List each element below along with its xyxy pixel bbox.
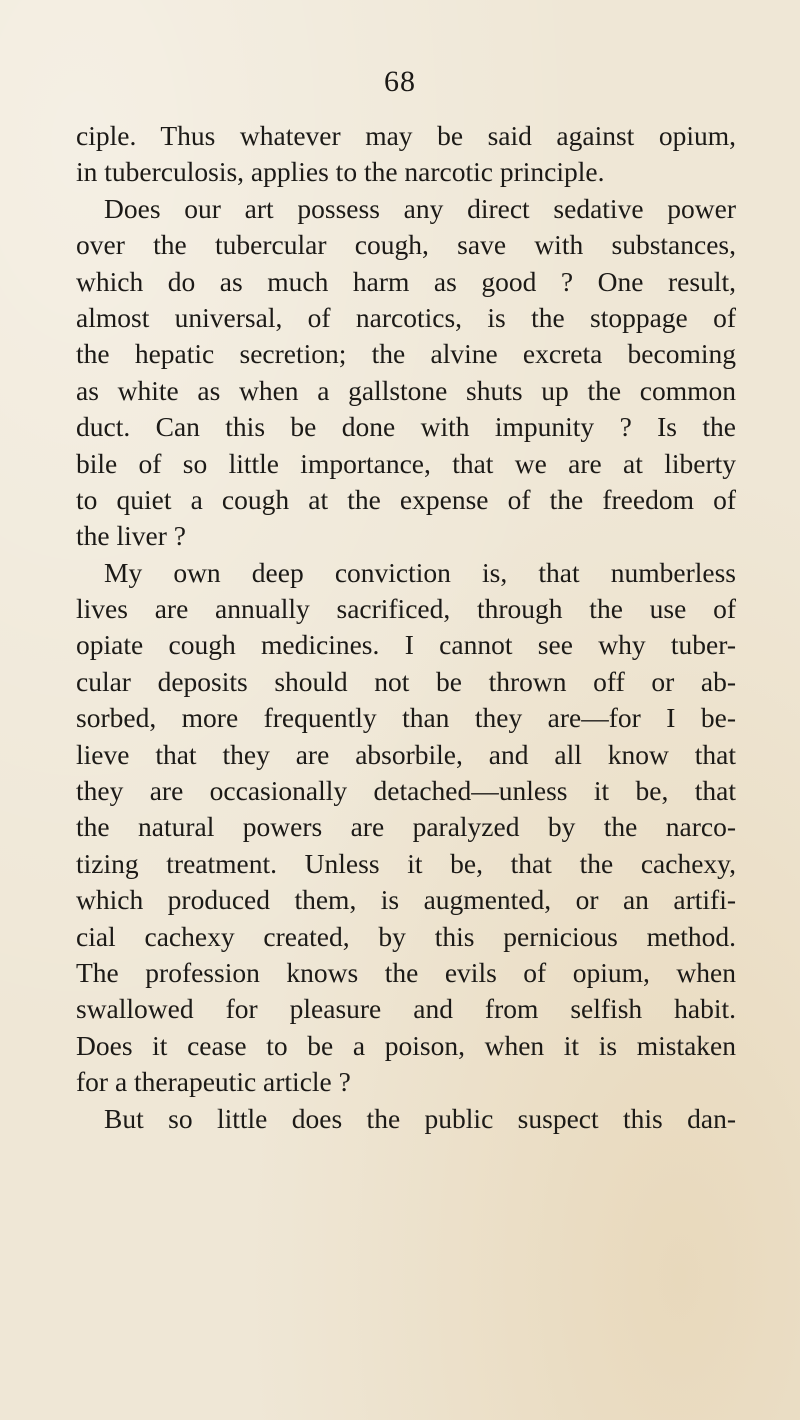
text-line: My own deep conviction is, that numberless: [104, 556, 736, 588]
text-line: in tuberculosis, applies to the narcotic principle.: [76, 156, 605, 188]
text-line: for a therapeutic article ?: [76, 1066, 351, 1098]
text-line: swallowed for pleasure and from selfish habit.: [76, 993, 736, 1025]
text-line: the natural powers are paralyzed by the narco-: [76, 811, 736, 843]
text-line: But so little does the public suspect this dan-: [104, 1102, 736, 1134]
text-line: over the tubercular cough, save with substances,: [76, 229, 736, 261]
text-line: lieve that they are absorbile, and all know that: [76, 738, 736, 770]
text-line: to quiet a cough at the expense of the freedom of: [76, 483, 736, 515]
text-line: as white as when a gallstone shuts up the common: [76, 374, 736, 406]
text-line: tizing treatment. Unless it be, that the cachexy,: [76, 847, 736, 879]
text-line: they are occasionally detached—unless it be, that: [76, 775, 736, 807]
body-text: [76, 118, 736, 1137]
text-line: cular deposits should not be thrown off or ab-: [76, 665, 736, 697]
text-line: almost universal, of narcotics, is the stoppage of: [76, 301, 736, 333]
page-number: 68: [384, 65, 416, 98]
text-line: bile of so little importance, that we are at liberty: [76, 447, 736, 479]
text-line: cial cachexy created, by this pernicious method.: [76, 920, 736, 952]
text-line: Does it cease to be a poison, when it is mistaken: [76, 1029, 736, 1061]
text-line: lives are annually sacrificed, through the use of: [76, 593, 736, 625]
text-line: which produced them, is augmented, or an artifi-: [76, 884, 736, 916]
text-line: The profession knows the evils of opium, when: [76, 956, 736, 988]
text-line: the liver ?: [76, 520, 186, 552]
text-line: which do as much harm as good ? One result,: [76, 265, 736, 297]
text-line: opiate cough medicines. I cannot see why tuber-: [76, 629, 736, 661]
text-line: the hepatic secretion; the alvine excreta becoming: [76, 338, 736, 370]
text-line: sorbed, more frequently than they are—for I be-: [76, 702, 736, 734]
text-line: ciple. Thus whatever may be said against opium,: [76, 120, 736, 151]
text-line: Does our art possess any direct sedative power: [104, 192, 736, 224]
text-line: duct. Can this be done with impunity ? Is the: [76, 411, 736, 443]
